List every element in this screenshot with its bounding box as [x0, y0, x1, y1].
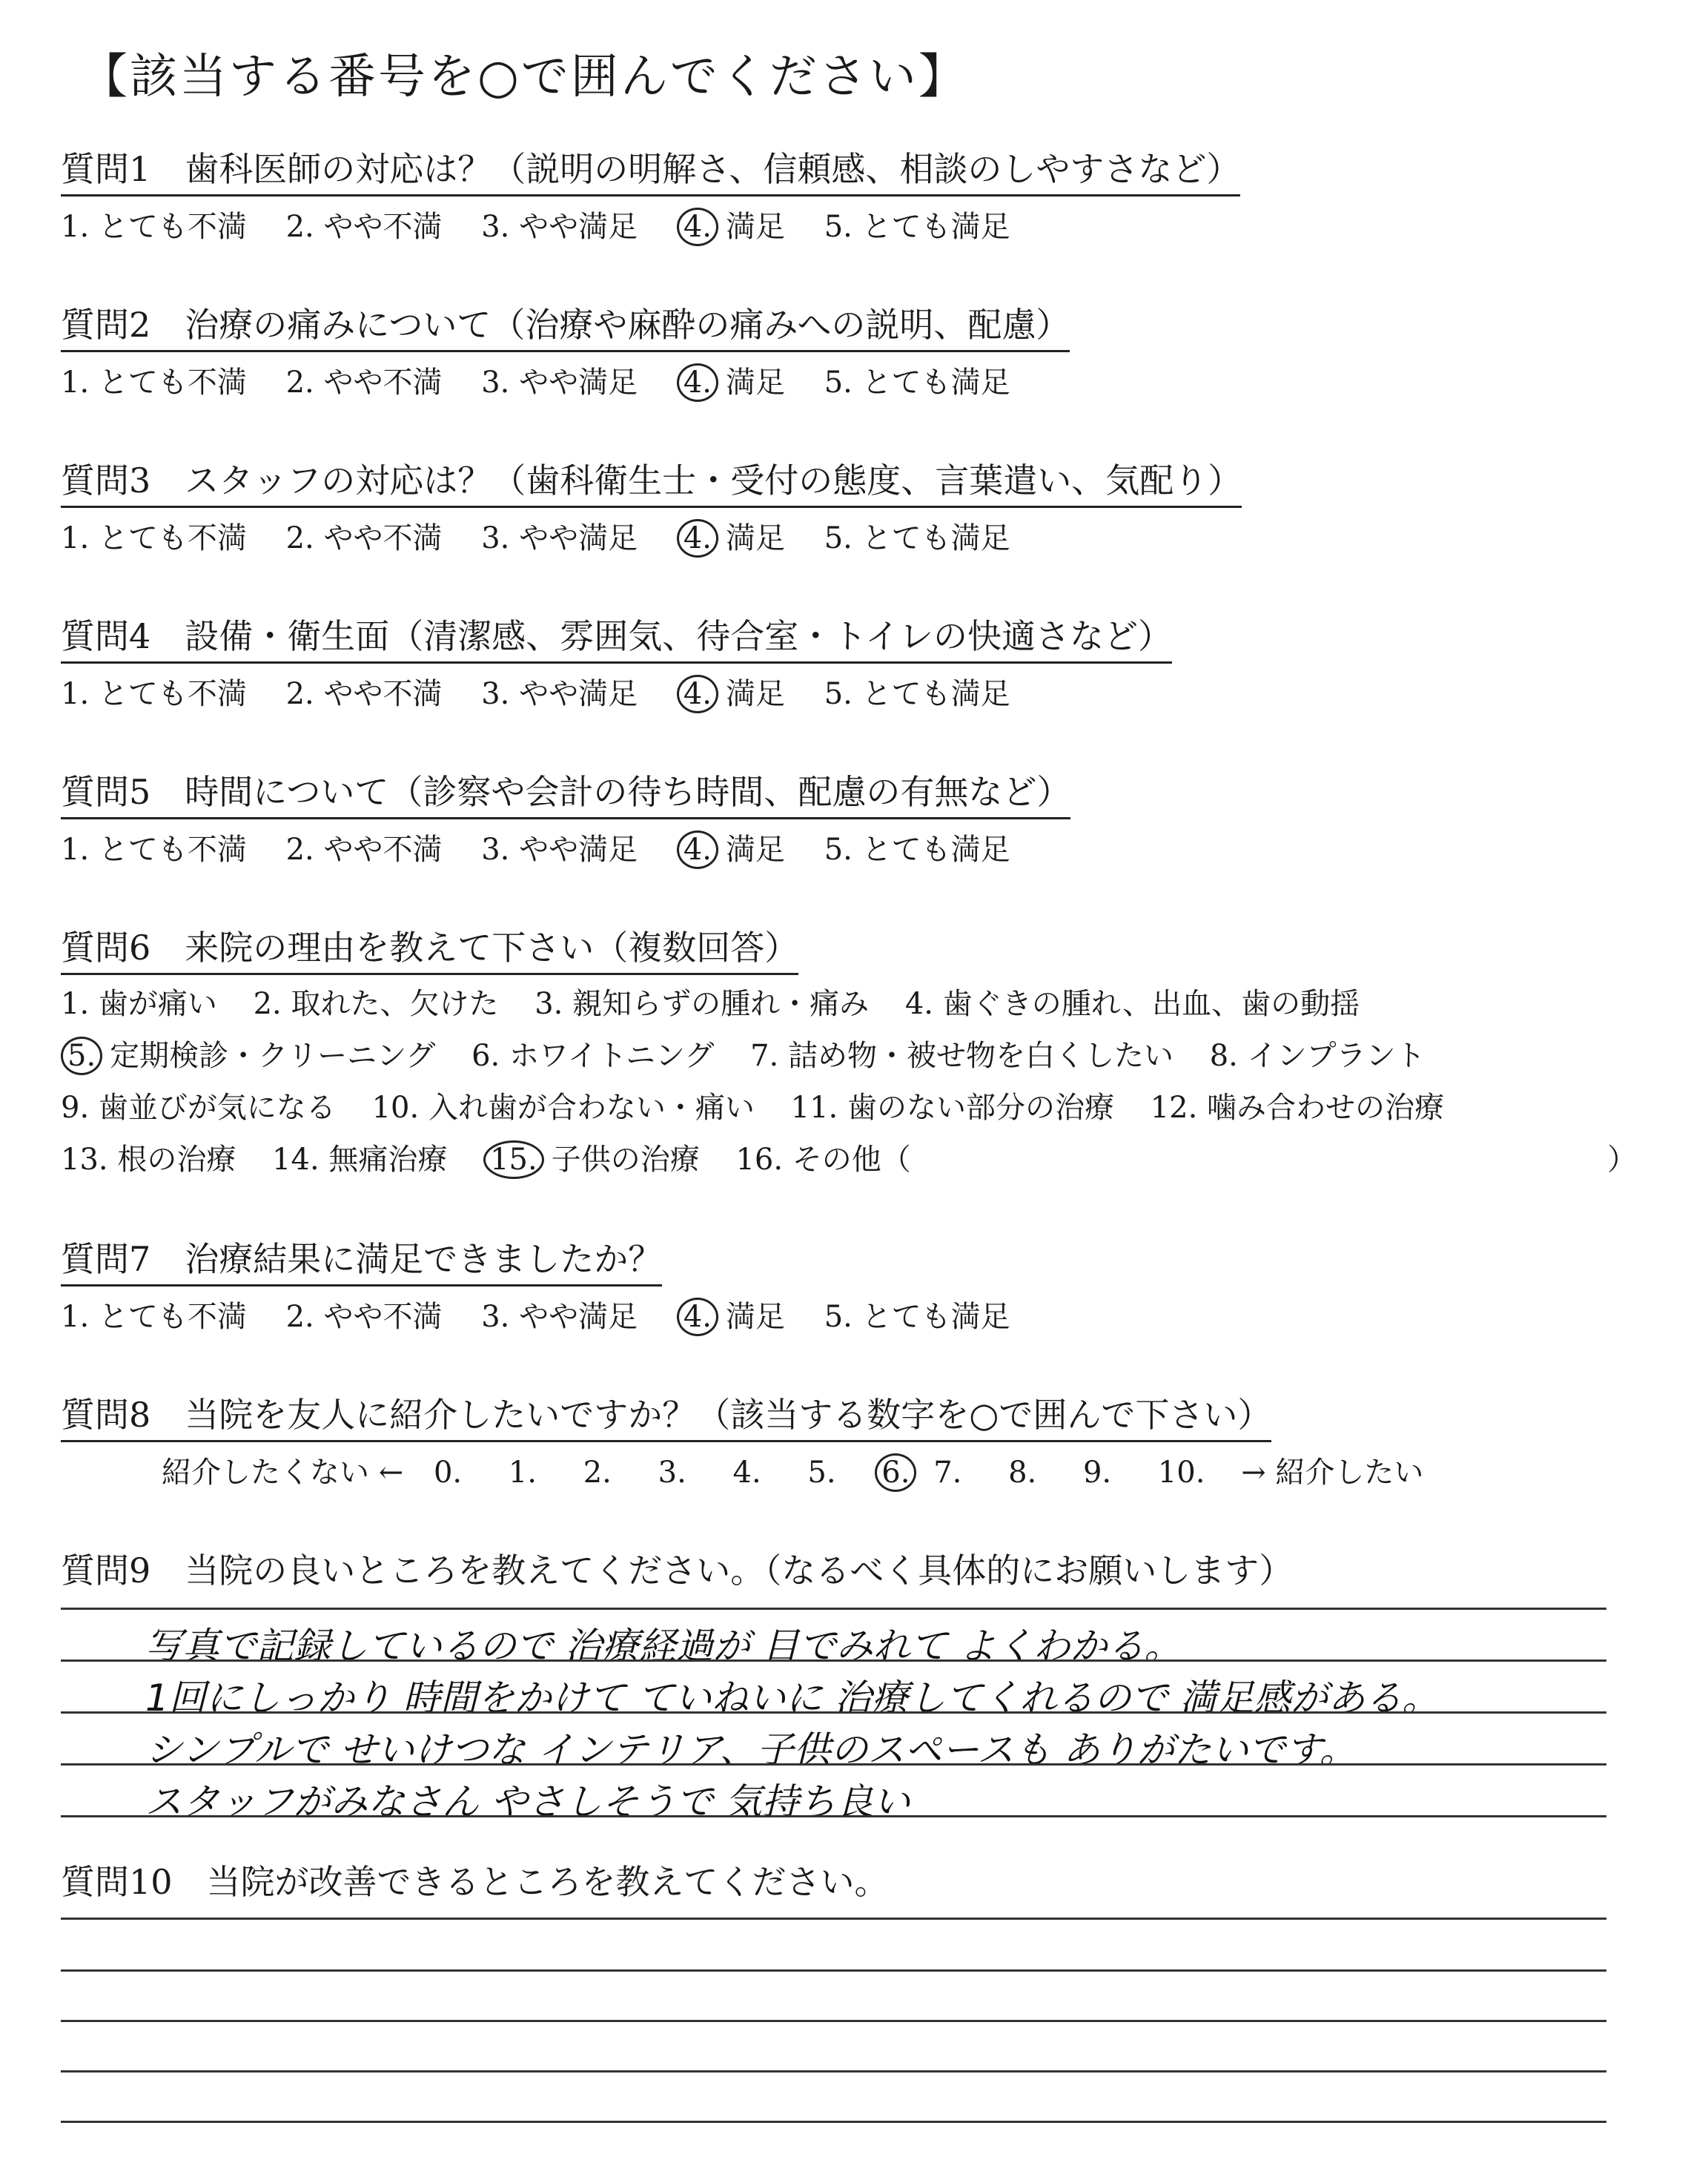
- recommend-5[interactable]: 5.: [807, 1456, 836, 1490]
- answer-line: [61, 1659, 1606, 1662]
- option-3[interactable]: 3. やや満足: [481, 210, 638, 244]
- option-4-circled[interactable]: 4.: [677, 675, 718, 713]
- option-1[interactable]: 1. とても不満: [61, 210, 247, 244]
- option-4-circled[interactable]: 4.: [677, 830, 718, 869]
- improvement-line[interactable]: [61, 2070, 1606, 2073]
- recommend-left-label: 紹介したくない ←: [162, 1456, 404, 1490]
- improvement-line[interactable]: [61, 1918, 1606, 1920]
- option-5[interactable]: 5. とても満足: [824, 677, 1010, 711]
- handwritten-answer-2: 1回にしっかり 時間をかけて ていねいに 治療してくれるので 満足感がある。: [145, 1677, 1440, 1720]
- option-3[interactable]: 3. やや満足: [481, 366, 638, 400]
- question-2-title: 質問2 治療の痛みについて（治療や麻酔の痛みへの説明、配慮）: [61, 298, 1070, 352]
- question-7-title: 質問7 治療結果に満足できましたか？: [61, 1232, 662, 1287]
- question-10-title: 質問10 当院が改善できるところを教えてください。: [61, 1862, 889, 1902]
- reason-5-label: 定期検診・クリーニング: [110, 1039, 436, 1073]
- reason-6[interactable]: 6. ホワイトニング: [471, 1039, 715, 1073]
- recommend-8[interactable]: 8.: [1008, 1456, 1037, 1490]
- reason-row-2: [61, 1032, 1452, 1075]
- recommend-1[interactable]: 1.: [508, 1456, 537, 1490]
- reason-row-3: [61, 1084, 1471, 1126]
- option-3[interactable]: 3. やや満足: [481, 521, 638, 555]
- improvement-line[interactable]: [61, 1969, 1606, 1972]
- question-4-options: [61, 670, 1040, 713]
- question-3-title: 質問3 スタッフの対応は？（歯科衛生士・受付の態度、言葉遣い、気配り）: [61, 454, 1242, 508]
- recommend-10[interactable]: 10.: [1157, 1456, 1205, 1490]
- option-4-circled[interactable]: 4.: [677, 519, 718, 558]
- recommend-7[interactable]: 7.: [933, 1456, 962, 1490]
- question-5-title: 質問5 時間について（診察や会計の待ち時間、配慮の有無など）: [61, 765, 1070, 819]
- option-4-circled[interactable]: 4.: [677, 1298, 718, 1336]
- option-4-label: 満足: [726, 833, 785, 867]
- reason-15-label: 子供の治療: [551, 1143, 700, 1177]
- option-3[interactable]: 3. やや満足: [481, 833, 638, 867]
- answer-line: [61, 1763, 1606, 1766]
- option-3[interactable]: 3. やや満足: [481, 1300, 638, 1334]
- recommend-6-circled[interactable]: 6.: [875, 1453, 916, 1492]
- option-1[interactable]: 1. とても不満: [61, 833, 247, 867]
- recommend-scale: [162, 1449, 1423, 1492]
- handwritten-answer-1: 写真で記録しているので 治療経過が 目でみれて よくわかる。: [145, 1625, 1182, 1668]
- reason-row-4: [61, 1136, 938, 1179]
- reason-12[interactable]: 12. 噛み合わせの治療: [1150, 1091, 1445, 1125]
- option-3[interactable]: 3. やや満足: [481, 677, 638, 711]
- reason-row-1: [61, 980, 1386, 1023]
- reason-9[interactable]: 9. 歯並びが気になる: [61, 1091, 336, 1125]
- question-9-title: 質問9 当院の良いところを教えてください。（なるべく具体的にお願いします）: [61, 1550, 1294, 1591]
- reason-5-circled[interactable]: 5.: [61, 1037, 102, 1075]
- option-4-label: 満足: [726, 1300, 785, 1334]
- reason-14[interactable]: 14. 無痛治療: [272, 1143, 448, 1177]
- option-2[interactable]: 2. やや不満: [285, 677, 443, 711]
- reason-16-close-paren: ）: [1607, 1143, 1637, 1177]
- option-1[interactable]: 1. とても不満: [61, 677, 247, 711]
- option-2[interactable]: 2. やや不満: [285, 521, 443, 555]
- reason-2[interactable]: 2. 取れた、欠けた: [253, 987, 499, 1021]
- option-5[interactable]: 5. とても満足: [824, 210, 1010, 244]
- option-1[interactable]: 1. とても不満: [61, 521, 247, 555]
- question-8-title: 質問8 当院を友人に紹介したいですか？（該当する数字を○で囲んで下さい）: [61, 1388, 1271, 1442]
- reason-3[interactable]: 3. 親知らずの腫れ・痛み: [534, 987, 870, 1021]
- handwritten-answer-3: シンプルで せいけつな インテリア、子供のスペースも ありがたいです。: [145, 1728, 1357, 1771]
- reason-1[interactable]: 1. 歯が痛い: [61, 987, 217, 1021]
- question-3-options: [61, 515, 1040, 558]
- option-4-label: 満足: [726, 677, 785, 711]
- question-7-options: [61, 1293, 1040, 1336]
- option-1[interactable]: 1. とても不満: [61, 1300, 247, 1334]
- option-5[interactable]: 5. とても満足: [824, 833, 1010, 867]
- option-5[interactable]: 5. とても満足: [824, 366, 1010, 400]
- option-5[interactable]: 5. とても満足: [824, 521, 1010, 555]
- option-4-circled[interactable]: 4.: [677, 363, 718, 402]
- reason-11[interactable]: 11. 歯のない部分の治療: [790, 1091, 1114, 1125]
- answer-line: [61, 1608, 1606, 1610]
- answer-line: [61, 1815, 1606, 1817]
- option-5[interactable]: 5. とても満足: [824, 1300, 1010, 1334]
- option-2[interactable]: 2. やや不満: [285, 366, 443, 400]
- reason-15-circled[interactable]: 15.: [483, 1140, 544, 1179]
- question-2-options: [61, 359, 1040, 402]
- option-4-label: 満足: [726, 521, 785, 555]
- reason-10[interactable]: 10. 入れ歯が合わない・痛い: [371, 1091, 755, 1125]
- option-2[interactable]: 2. やや不満: [285, 210, 443, 244]
- reason-4[interactable]: 4. 歯ぐきの腫れ、出血、歯の動揺: [904, 987, 1360, 1021]
- reason-13[interactable]: 13. 根の治療: [61, 1143, 236, 1177]
- recommend-2[interactable]: 2.: [583, 1456, 612, 1490]
- recommend-0[interactable]: 0.: [433, 1456, 463, 1490]
- answer-line: [61, 1711, 1606, 1714]
- handwritten-answer-4: スタッフがみなさん やさしそうで 気持ち良い: [145, 1780, 910, 1823]
- option-4-circled[interactable]: 4.: [677, 208, 718, 246]
- option-2[interactable]: 2. やや不満: [285, 1300, 443, 1334]
- question-6-title: 質問6 来院の理由を教えて下さい（複数回答）: [61, 921, 798, 975]
- reason-16[interactable]: 16. その他（: [735, 1143, 911, 1177]
- recommend-4[interactable]: 4.: [732, 1456, 761, 1490]
- option-4-label: 満足: [726, 210, 785, 244]
- option-2[interactable]: 2. やや不満: [285, 833, 443, 867]
- question-1-title: 質問1 歯科医師の対応は？（説明の明解さ、信頼感、相談のしやすさなど）: [61, 142, 1240, 196]
- improvement-line[interactable]: [61, 2121, 1606, 2123]
- question-4-title: 質問4 設備・衛生面（清潔感、雰囲気、待合室・トイレの快適さなど）: [61, 610, 1172, 664]
- option-4-label: 満足: [726, 366, 785, 400]
- option-1[interactable]: 1. とても不満: [61, 366, 247, 400]
- reason-8[interactable]: 8. インプラント: [1209, 1039, 1426, 1073]
- question-5-options: [61, 826, 1040, 869]
- page-title: 【該当する番号を○で囲んでください】: [80, 50, 968, 105]
- recommend-9[interactable]: 9.: [1082, 1456, 1112, 1490]
- question-1-options: [61, 203, 1040, 246]
- improvement-line[interactable]: [61, 2020, 1606, 2022]
- recommend-right-label: → 紹介したい: [1241, 1456, 1424, 1490]
- recommend-3[interactable]: 3.: [658, 1456, 686, 1490]
- reason-7[interactable]: 7. 詰め物・被せ物を白くしたい: [750, 1039, 1174, 1073]
